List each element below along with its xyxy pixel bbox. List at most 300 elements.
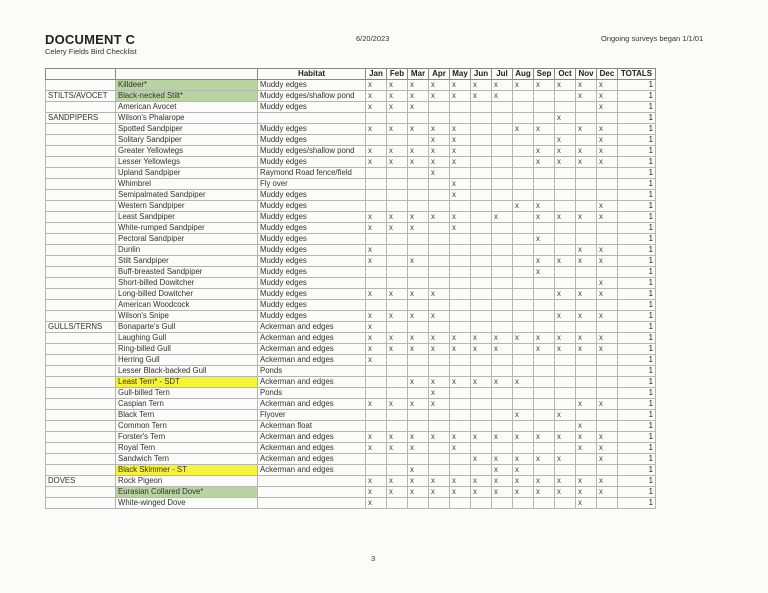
month-mark-cell xyxy=(450,267,471,278)
month-mark-cell xyxy=(534,388,555,399)
month-mark-cell: x xyxy=(471,377,492,388)
month-mark-cell: x xyxy=(366,399,387,410)
group-cell xyxy=(46,498,116,509)
table-row xyxy=(46,498,656,509)
month-mark-cell xyxy=(429,113,450,124)
table-row xyxy=(46,80,656,91)
month-mark-cell xyxy=(576,102,597,113)
month-mark-cell xyxy=(597,190,618,201)
month-mark-cell xyxy=(450,454,471,465)
month-mark-cell xyxy=(492,179,513,190)
habitat-cell: Muddy edges xyxy=(258,256,366,267)
month-mark-cell xyxy=(555,377,576,388)
month-mark-cell xyxy=(576,190,597,201)
month-mark-cell xyxy=(513,135,534,146)
month-mark-cell: x xyxy=(555,454,576,465)
month-mark-cell xyxy=(471,245,492,256)
month-mark-cell: x xyxy=(408,344,429,355)
month-mark-cell: x xyxy=(534,234,555,245)
habitat-cell: Ackerman and edges xyxy=(258,377,366,388)
month-mark-cell: x xyxy=(387,344,408,355)
total-cell: 1 xyxy=(618,223,656,234)
species-cell: Eurasian Collared Dove* xyxy=(116,487,258,498)
month-mark-cell xyxy=(576,223,597,234)
total-cell: 1 xyxy=(618,355,656,366)
month-mark-cell xyxy=(513,267,534,278)
month-mark-cell xyxy=(576,179,597,190)
group-cell xyxy=(46,344,116,355)
total-cell: 1 xyxy=(618,278,656,289)
month-mark-cell: x xyxy=(450,333,471,344)
month-mark-cell: x xyxy=(576,146,597,157)
month-mark-cell: x xyxy=(408,91,429,102)
header-month: Jun xyxy=(471,69,492,80)
month-mark-cell: x xyxy=(492,465,513,476)
month-mark-cell xyxy=(450,300,471,311)
group-cell: DOVES xyxy=(46,476,116,487)
table-row xyxy=(46,289,656,300)
habitat-cell xyxy=(258,476,366,487)
month-mark-cell: x xyxy=(513,410,534,421)
month-mark-cell xyxy=(408,300,429,311)
month-mark-cell: x xyxy=(576,399,597,410)
month-mark-cell: x xyxy=(534,256,555,267)
month-mark-cell xyxy=(492,223,513,234)
month-mark-cell xyxy=(366,179,387,190)
month-mark-cell: x xyxy=(597,399,618,410)
month-mark-cell xyxy=(429,443,450,454)
month-mark-cell xyxy=(387,135,408,146)
month-mark-cell xyxy=(513,91,534,102)
group-cell: SANDPIPERS xyxy=(46,113,116,124)
habitat-cell: Muddy edges xyxy=(258,201,366,212)
month-mark-cell xyxy=(408,278,429,289)
month-mark-cell xyxy=(492,267,513,278)
month-mark-cell xyxy=(471,355,492,366)
month-mark-cell: x xyxy=(492,487,513,498)
month-mark-cell xyxy=(555,278,576,289)
month-mark-cell xyxy=(408,454,429,465)
table-row xyxy=(46,300,656,311)
month-mark-cell xyxy=(597,366,618,377)
month-mark-cell xyxy=(576,377,597,388)
month-mark-cell: x xyxy=(429,289,450,300)
month-mark-cell xyxy=(450,234,471,245)
month-mark-cell xyxy=(492,388,513,399)
month-mark-cell: x xyxy=(576,80,597,91)
month-mark-cell xyxy=(471,256,492,267)
table-row xyxy=(46,190,656,201)
total-cell: 1 xyxy=(618,465,656,476)
group-cell xyxy=(46,267,116,278)
group-cell xyxy=(46,245,116,256)
month-mark-cell: x xyxy=(555,410,576,421)
month-mark-cell xyxy=(471,300,492,311)
month-mark-cell xyxy=(387,267,408,278)
month-mark-cell xyxy=(471,212,492,223)
month-mark-cell: x xyxy=(366,498,387,509)
month-mark-cell: x xyxy=(408,124,429,135)
month-mark-cell xyxy=(450,289,471,300)
species-cell: Long-billed Dowitcher xyxy=(116,289,258,300)
month-mark-cell: x xyxy=(597,278,618,289)
table-row xyxy=(46,256,656,267)
month-mark-cell: x xyxy=(597,146,618,157)
month-mark-cell xyxy=(534,91,555,102)
month-mark-cell: x xyxy=(555,333,576,344)
group-cell xyxy=(46,146,116,157)
month-mark-cell xyxy=(408,168,429,179)
habitat-cell: Ackerman and edges xyxy=(258,355,366,366)
month-mark-cell xyxy=(597,355,618,366)
month-mark-cell: x xyxy=(597,124,618,135)
month-mark-cell xyxy=(555,465,576,476)
month-mark-cell: x xyxy=(576,212,597,223)
month-mark-cell xyxy=(450,201,471,212)
total-cell: 1 xyxy=(618,157,656,168)
month-mark-cell xyxy=(429,267,450,278)
month-mark-cell: x xyxy=(366,223,387,234)
month-mark-cell xyxy=(555,168,576,179)
month-mark-cell: x xyxy=(576,289,597,300)
total-cell: 1 xyxy=(618,168,656,179)
month-mark-cell: x xyxy=(576,344,597,355)
month-mark-cell: x xyxy=(450,487,471,498)
month-mark-cell xyxy=(513,256,534,267)
habitat-cell: Ponds xyxy=(258,366,366,377)
month-mark-cell: x xyxy=(492,377,513,388)
species-cell: Black Skimmer - ST xyxy=(116,465,258,476)
month-mark-cell xyxy=(387,234,408,245)
month-mark-cell xyxy=(471,267,492,278)
total-cell: 1 xyxy=(618,476,656,487)
month-mark-cell: x xyxy=(429,432,450,443)
month-mark-cell: x xyxy=(597,476,618,487)
total-cell: 1 xyxy=(618,322,656,333)
total-cell: 1 xyxy=(618,256,656,267)
total-cell: 1 xyxy=(618,135,656,146)
month-mark-cell xyxy=(450,421,471,432)
month-mark-cell xyxy=(408,113,429,124)
month-mark-cell xyxy=(513,300,534,311)
month-mark-cell xyxy=(492,311,513,322)
month-mark-cell xyxy=(555,245,576,256)
month-mark-cell: x xyxy=(366,146,387,157)
month-mark-cell: x xyxy=(597,333,618,344)
total-cell: 1 xyxy=(618,377,656,388)
month-mark-cell xyxy=(366,465,387,476)
month-mark-cell xyxy=(555,223,576,234)
header-month: Oct xyxy=(555,69,576,80)
month-mark-cell: x xyxy=(534,146,555,157)
month-mark-cell xyxy=(534,168,555,179)
habitat-cell: Ackerman and edges xyxy=(258,333,366,344)
month-mark-cell: x xyxy=(450,146,471,157)
month-mark-cell xyxy=(555,234,576,245)
month-mark-cell xyxy=(366,366,387,377)
month-mark-cell xyxy=(513,289,534,300)
month-mark-cell: x xyxy=(597,135,618,146)
month-mark-cell: x xyxy=(597,432,618,443)
month-mark-cell xyxy=(534,135,555,146)
month-mark-cell xyxy=(576,267,597,278)
month-mark-cell: x xyxy=(534,157,555,168)
month-mark-cell xyxy=(471,322,492,333)
month-mark-cell xyxy=(450,113,471,124)
month-mark-cell: x xyxy=(408,443,429,454)
month-mark-cell xyxy=(471,146,492,157)
month-mark-cell: x xyxy=(555,289,576,300)
month-mark-cell: x xyxy=(450,157,471,168)
month-mark-cell: x xyxy=(471,487,492,498)
total-cell: 1 xyxy=(618,212,656,223)
month-mark-cell xyxy=(366,388,387,399)
month-mark-cell xyxy=(555,366,576,377)
month-mark-cell: x xyxy=(576,476,597,487)
table-row xyxy=(46,487,656,498)
month-mark-cell: x xyxy=(408,102,429,113)
month-mark-cell xyxy=(408,355,429,366)
month-mark-cell: x xyxy=(450,476,471,487)
month-mark-cell xyxy=(429,366,450,377)
month-mark-cell: x xyxy=(366,80,387,91)
header-species xyxy=(116,69,258,80)
month-mark-cell xyxy=(429,102,450,113)
month-mark-cell xyxy=(366,410,387,421)
species-cell: Short-billed Dowitcher xyxy=(116,278,258,289)
month-mark-cell xyxy=(471,201,492,212)
group-cell xyxy=(46,124,116,135)
month-mark-cell: x xyxy=(555,113,576,124)
month-mark-cell xyxy=(450,366,471,377)
month-mark-cell: x xyxy=(450,377,471,388)
group-cell xyxy=(46,454,116,465)
month-mark-cell: x xyxy=(597,311,618,322)
month-mark-cell: x xyxy=(513,201,534,212)
month-mark-cell xyxy=(492,278,513,289)
month-mark-cell xyxy=(534,498,555,509)
habitat-cell: Muddy edges xyxy=(258,124,366,135)
table-row xyxy=(46,267,656,278)
table-row xyxy=(46,421,656,432)
group-cell xyxy=(46,157,116,168)
total-cell: 1 xyxy=(618,333,656,344)
month-mark-cell: x xyxy=(450,91,471,102)
month-mark-cell xyxy=(492,256,513,267)
month-mark-cell: x xyxy=(387,102,408,113)
habitat-cell: Ackerman and edges xyxy=(258,465,366,476)
month-mark-cell: x xyxy=(408,311,429,322)
month-mark-cell xyxy=(576,355,597,366)
month-mark-cell xyxy=(471,311,492,322)
table-row xyxy=(46,124,656,135)
table-row xyxy=(46,91,656,102)
month-mark-cell xyxy=(555,201,576,212)
header-month: Sep xyxy=(534,69,555,80)
month-mark-cell: x xyxy=(387,311,408,322)
month-mark-cell xyxy=(576,366,597,377)
group-cell xyxy=(46,300,116,311)
group-cell xyxy=(46,256,116,267)
month-mark-cell: x xyxy=(555,487,576,498)
total-cell: 1 xyxy=(618,113,656,124)
habitat-cell: Muddy edges xyxy=(258,135,366,146)
header-month: Jul xyxy=(492,69,513,80)
month-mark-cell xyxy=(597,234,618,245)
month-mark-cell xyxy=(450,278,471,289)
species-cell: Gull-billed Tern xyxy=(116,388,258,399)
month-mark-cell xyxy=(534,377,555,388)
species-cell: White-winged Dove xyxy=(116,498,258,509)
month-mark-cell: x xyxy=(597,454,618,465)
group-cell xyxy=(46,487,116,498)
habitat-cell: Muddy edges xyxy=(258,311,366,322)
month-mark-cell xyxy=(429,454,450,465)
month-mark-cell: x xyxy=(450,443,471,454)
month-mark-cell xyxy=(534,421,555,432)
month-mark-cell: x xyxy=(366,333,387,344)
total-cell: 1 xyxy=(618,443,656,454)
month-mark-cell xyxy=(471,498,492,509)
habitat-cell: Muddy edges xyxy=(258,300,366,311)
month-mark-cell xyxy=(387,300,408,311)
month-mark-cell xyxy=(534,311,555,322)
month-mark-cell: x xyxy=(534,476,555,487)
table-row xyxy=(46,333,656,344)
total-cell: 1 xyxy=(618,245,656,256)
group-cell xyxy=(46,201,116,212)
month-mark-cell xyxy=(534,366,555,377)
month-mark-cell xyxy=(366,201,387,212)
habitat-cell: Flyover xyxy=(258,410,366,421)
species-cell: Black-necked Stilt* xyxy=(116,91,258,102)
month-mark-cell xyxy=(387,190,408,201)
month-mark-cell: x xyxy=(597,289,618,300)
month-mark-cell xyxy=(513,388,534,399)
month-mark-cell xyxy=(471,388,492,399)
month-mark-cell xyxy=(513,102,534,113)
month-mark-cell: x xyxy=(534,487,555,498)
habitat-cell: Muddy edges xyxy=(258,157,366,168)
bird-checklist-table xyxy=(45,68,656,509)
species-cell: American Avocet xyxy=(116,102,258,113)
month-mark-cell: x xyxy=(597,91,618,102)
header-month: Mar xyxy=(408,69,429,80)
month-mark-cell: x xyxy=(471,454,492,465)
month-mark-cell xyxy=(387,322,408,333)
month-mark-cell xyxy=(387,498,408,509)
month-mark-cell: x xyxy=(492,454,513,465)
group-cell xyxy=(46,135,116,146)
month-mark-cell: x xyxy=(387,223,408,234)
month-mark-cell: x xyxy=(366,487,387,498)
month-mark-cell xyxy=(366,278,387,289)
month-mark-cell: x xyxy=(513,333,534,344)
table-row xyxy=(46,113,656,124)
group-cell xyxy=(46,377,116,388)
month-mark-cell: x xyxy=(429,333,450,344)
month-mark-cell xyxy=(429,223,450,234)
month-mark-cell xyxy=(576,234,597,245)
month-mark-cell xyxy=(450,399,471,410)
month-mark-cell: x xyxy=(366,102,387,113)
species-cell: Bonaparte's Gull xyxy=(116,322,258,333)
month-mark-cell: x xyxy=(429,476,450,487)
total-cell: 1 xyxy=(618,366,656,377)
month-mark-cell: x xyxy=(534,201,555,212)
month-mark-cell xyxy=(366,168,387,179)
month-mark-cell xyxy=(597,322,618,333)
month-mark-cell xyxy=(387,366,408,377)
month-mark-cell: x xyxy=(387,487,408,498)
month-mark-cell: x xyxy=(366,476,387,487)
month-mark-cell: x xyxy=(576,333,597,344)
month-mark-cell xyxy=(429,234,450,245)
month-mark-cell xyxy=(576,278,597,289)
table-row xyxy=(46,465,656,476)
total-cell: 1 xyxy=(618,300,656,311)
total-cell: 1 xyxy=(618,454,656,465)
month-mark-cell xyxy=(492,443,513,454)
header-month: Jan xyxy=(366,69,387,80)
month-mark-cell xyxy=(387,377,408,388)
group-cell xyxy=(46,443,116,454)
month-mark-cell xyxy=(387,421,408,432)
month-mark-cell xyxy=(387,201,408,212)
document-date: 6/20/2023 xyxy=(356,34,390,43)
month-mark-cell: x xyxy=(387,443,408,454)
habitat-cell: Muddy edges xyxy=(258,234,366,245)
month-mark-cell xyxy=(576,410,597,421)
month-mark-cell: x xyxy=(597,102,618,113)
month-mark-cell: x xyxy=(513,80,534,91)
month-mark-cell xyxy=(555,421,576,432)
species-cell: Upland Sandpiper xyxy=(116,168,258,179)
month-mark-cell xyxy=(513,234,534,245)
month-mark-cell xyxy=(429,322,450,333)
habitat-cell: Muddy edges xyxy=(258,102,366,113)
month-mark-cell: x xyxy=(429,487,450,498)
month-mark-cell xyxy=(471,223,492,234)
month-mark-cell xyxy=(366,190,387,201)
month-mark-cell: x xyxy=(450,80,471,91)
month-mark-cell xyxy=(513,421,534,432)
month-mark-cell xyxy=(555,91,576,102)
month-mark-cell: x xyxy=(534,212,555,223)
month-mark-cell xyxy=(576,454,597,465)
month-mark-cell xyxy=(513,179,534,190)
month-mark-cell xyxy=(408,498,429,509)
month-mark-cell: x xyxy=(513,487,534,498)
table-header-row xyxy=(46,69,656,80)
species-cell: Herring Gull xyxy=(116,355,258,366)
month-mark-cell xyxy=(471,465,492,476)
species-cell: Black Tern xyxy=(116,410,258,421)
species-cell: Solitary Sandpiper xyxy=(116,135,258,146)
species-cell: Wilson's Snipe xyxy=(116,311,258,322)
habitat-cell xyxy=(258,498,366,509)
month-mark-cell: x xyxy=(408,212,429,223)
month-mark-cell: x xyxy=(534,267,555,278)
group-cell xyxy=(46,410,116,421)
month-mark-cell: x xyxy=(387,432,408,443)
header-group xyxy=(46,69,116,80)
month-mark-cell: x xyxy=(471,476,492,487)
month-mark-cell: x xyxy=(366,355,387,366)
month-mark-cell: x xyxy=(576,256,597,267)
month-mark-cell xyxy=(387,465,408,476)
month-mark-cell xyxy=(576,201,597,212)
